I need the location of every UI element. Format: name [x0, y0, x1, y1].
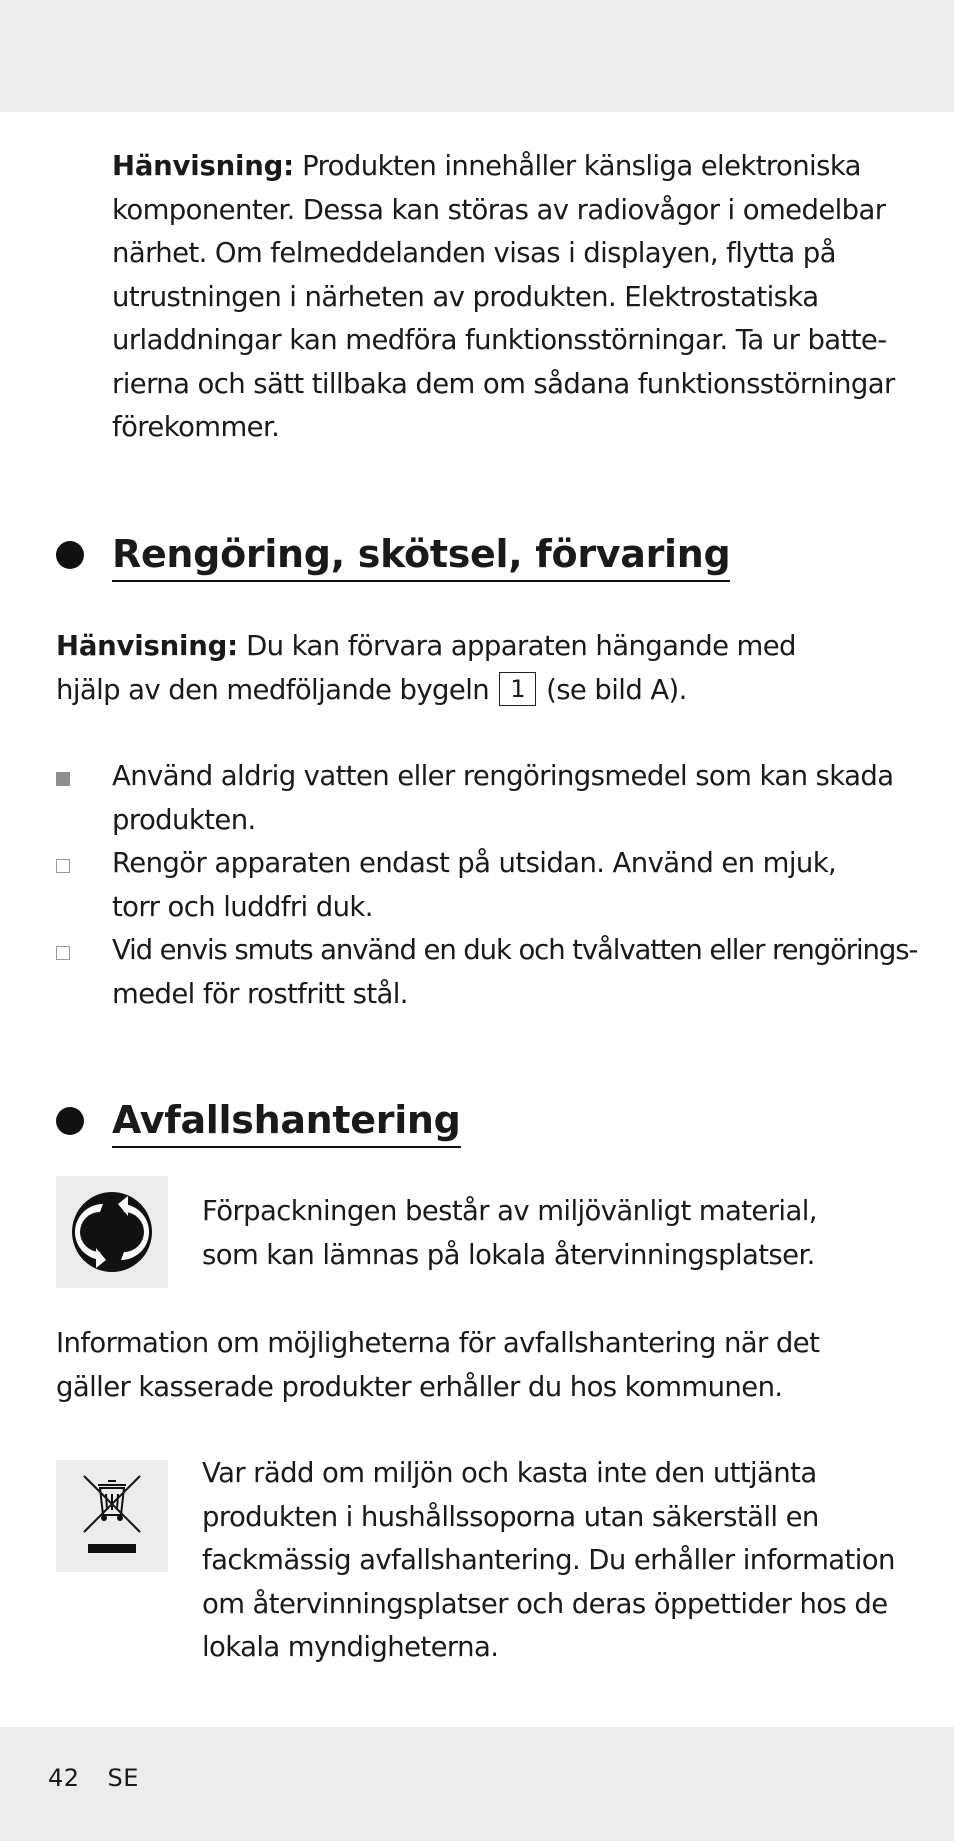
- note-label: Hänvisning:: [112, 150, 294, 182]
- note-line: Hänvisning: Produkten innehåller känsliga elektroniska: [112, 150, 861, 182]
- note-line: hjälp av den medföljande bygeln 1 (se bild A).: [56, 673, 687, 706]
- crossed-out-bin-icon: [56, 1460, 168, 1572]
- heading-bullet-dot: [56, 541, 84, 569]
- cleaning-instructions-list: [56, 755, 916, 1016]
- checkbox-square-icon: [56, 946, 70, 960]
- figure-reference-box: 1: [499, 672, 536, 706]
- disposal-info-text: Information om möjligheterna för avfallshantering när det gäller kasserade produkter erhåller du hos kommunen.: [56, 1327, 820, 1403]
- electronics-note: [112, 145, 912, 450]
- note-line: närhet. Om felmeddelanden visas i displayen, flytta på: [112, 237, 836, 269]
- list-item: Rengör apparaten endast på utsidan. Använd en mjuk, torr och luddfri duk.: [56, 842, 916, 929]
- storage-note: [56, 625, 916, 712]
- note-line: rierna och sätt tillbaka dem om sådana funktionsstörningar: [112, 367, 895, 400]
- language-code: SE: [107, 1764, 139, 1792]
- page-footer: [48, 1764, 139, 1792]
- note-label: Hänvisning:: [56, 630, 238, 662]
- list-item: Använd aldrig vatten eller rengöringsmedel som kan skada produkten.: [56, 755, 916, 842]
- note-line: förekommer.: [112, 411, 280, 443]
- filled-square-bullet-icon: [56, 772, 70, 786]
- note-line: utrustningen i närheten av produkten. Elektrostatiska: [112, 280, 819, 313]
- note-line: urladdningar kan medföra funktionsstörningar. Ta ur batte-: [112, 324, 887, 356]
- checkbox-square-icon: [56, 859, 70, 873]
- page-number: 42: [48, 1764, 80, 1792]
- section-title: Rengöring, skötsel, förvaring: [112, 530, 730, 582]
- bottom-margin-band: [0, 1727, 954, 1841]
- green-dot-recycling-icon: [56, 1176, 168, 1288]
- note-line: Hänvisning: Du kan förvara apparaten hängande med: [56, 630, 796, 662]
- top-margin-band: [0, 0, 954, 112]
- section-title: Avfallshantering: [112, 1096, 461, 1148]
- heading-bullet-dot: [56, 1107, 84, 1135]
- weee-text: Var rädd om miljön och kasta inte den uttjänta produkten i hushållssoporna utan säkerställ en fackmässig avfallshantering. Du erhåller information om återvinningsplatser och deras öppettider hos de lokala myndigheterna.: [202, 1457, 895, 1663]
- packaging-text: Förpackningen består av miljövänligt material, som kan lämnas på lokala återvinningsplatser.: [202, 1195, 817, 1271]
- list-item: Vid envis smuts använd en duk och tvålvatten eller rengörings- medel för rostfritt stål.: [56, 929, 916, 1016]
- note-line: komponenter. Dessa kan störas av radiovågor i omedelbar: [112, 193, 886, 226]
